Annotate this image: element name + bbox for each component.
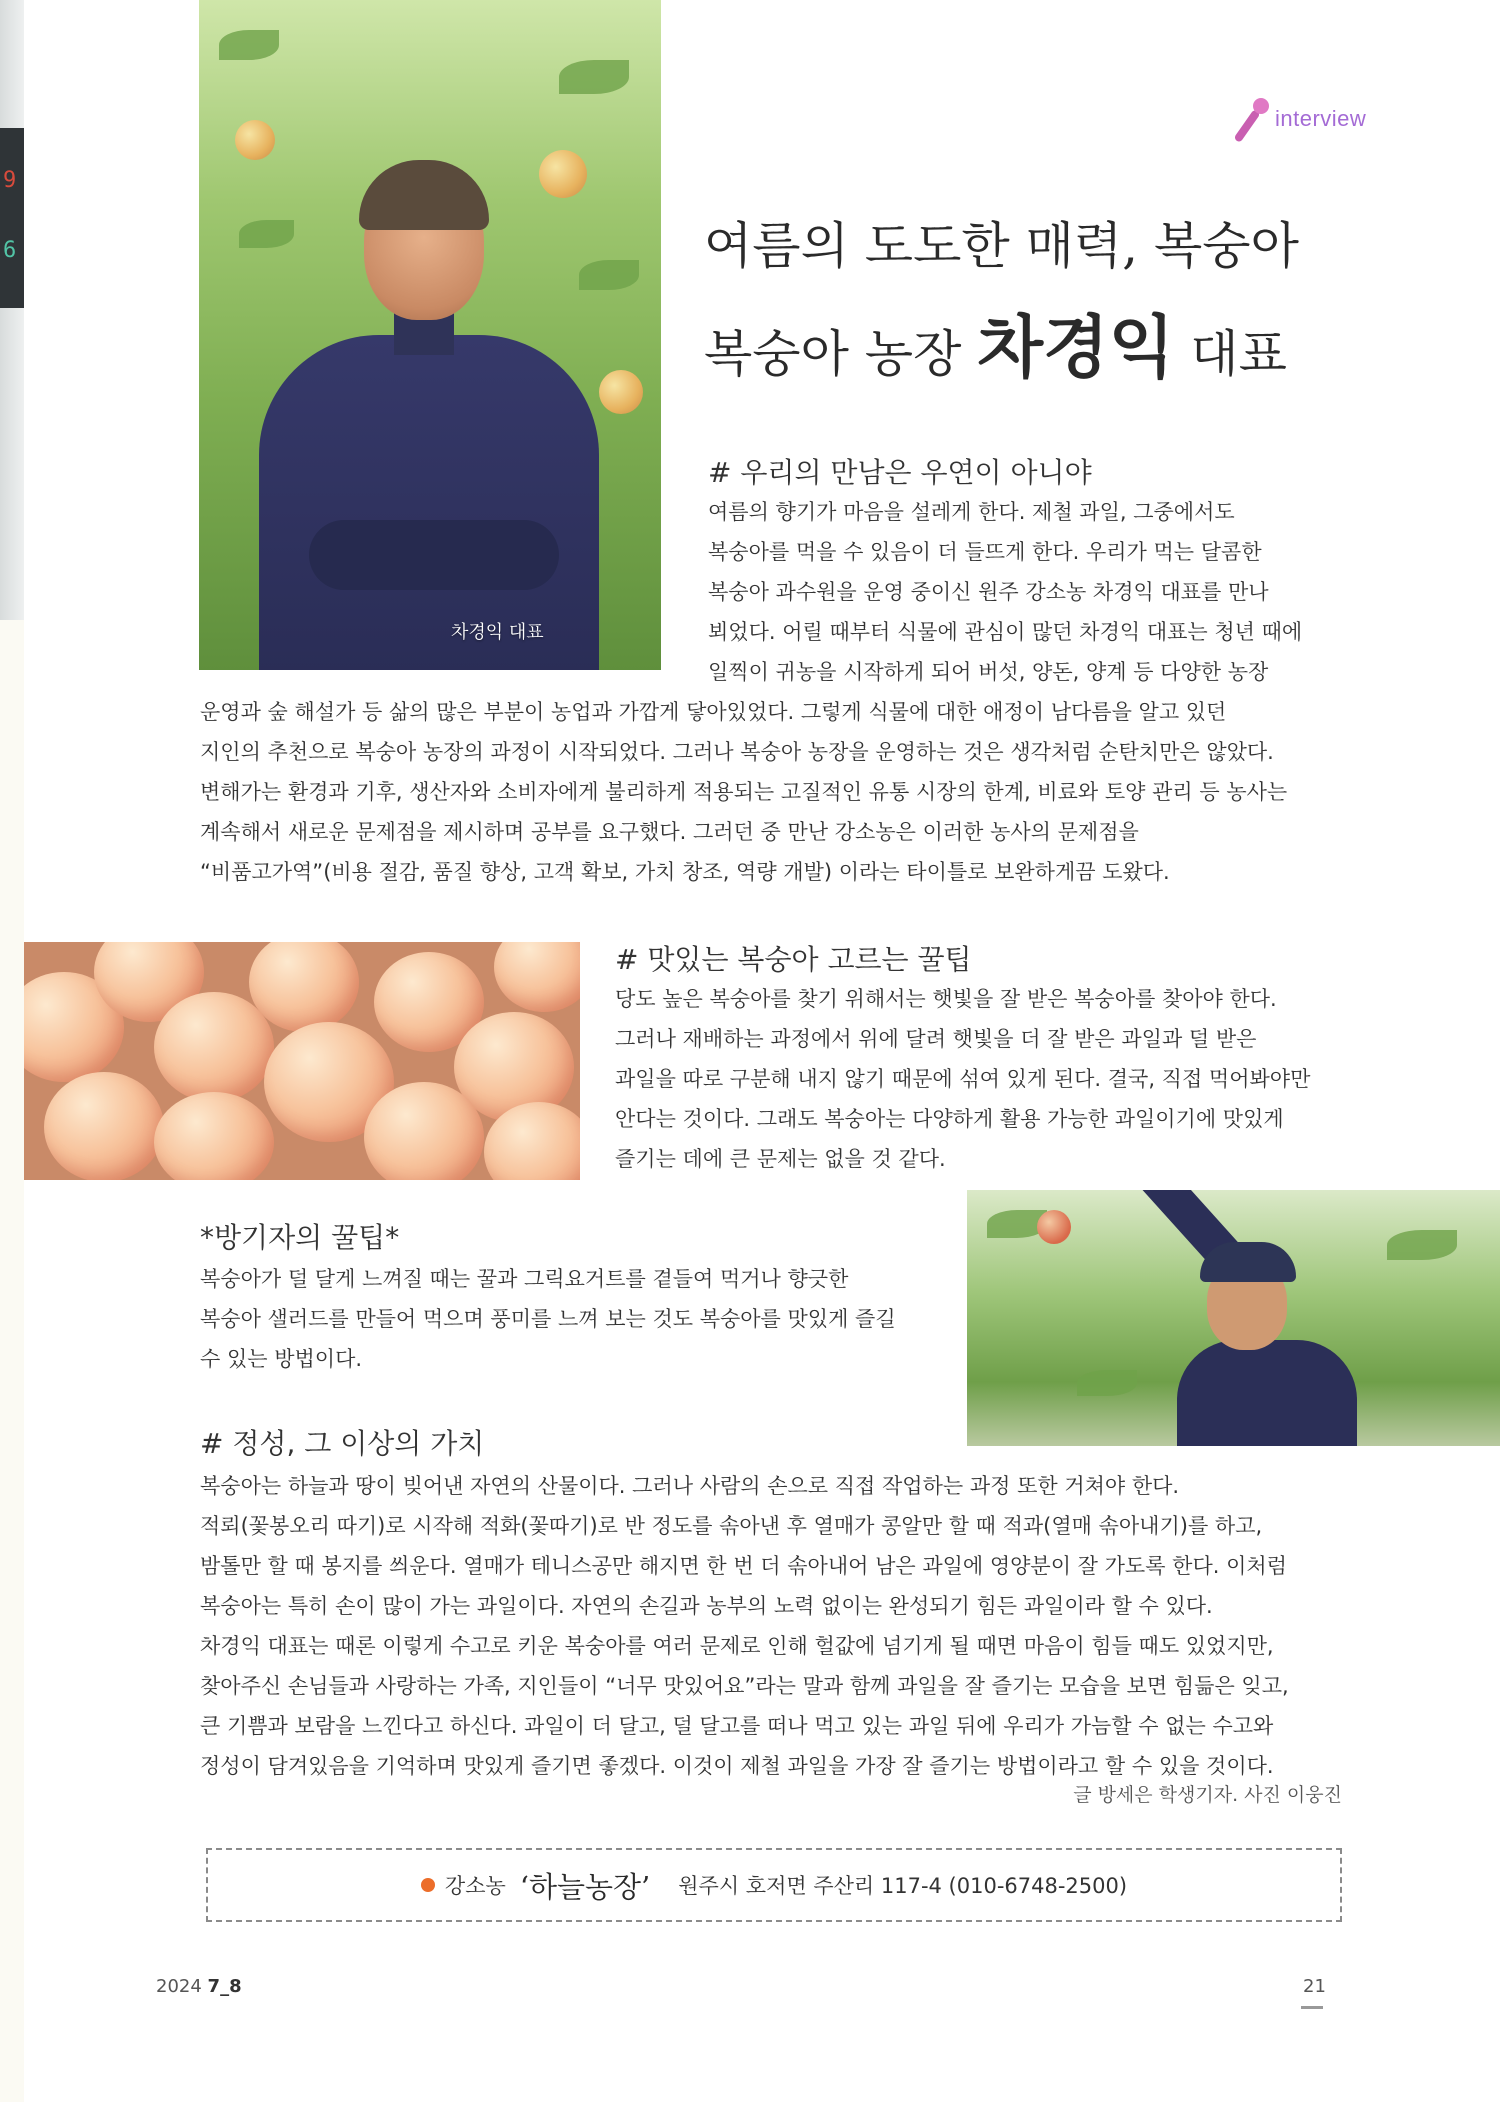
- paragraph-line: “비품고가역”(비용 절감, 품질 향상, 고객 확보, 가치 창조, 역량 개발) 이라는 타이틀로 보완하게끔 도왔다.: [200, 860, 1170, 884]
- paragraph-line: 계속해서 새로운 문제점을 제시하며 공부를 요구했다. 그러던 중 만난 강소농은 이러한 농사의 문제점을: [200, 820, 1139, 844]
- section1-narrow-text: [708, 492, 1302, 692]
- paragraph-line: 수 있는 방법이다.: [200, 1347, 363, 1371]
- section3-heading: # 정성, 그 이상의 가치: [200, 1427, 485, 1460]
- bullet-dot-icon: [421, 1878, 435, 1892]
- issue-number: 7_8: [207, 1976, 242, 1997]
- paragraph-line: 그러나 재배하는 과정에서 위에 달려 햇빛을 더 잘 받은 과일과 덜 받은: [615, 1027, 1257, 1051]
- portrait-photo: [199, 0, 661, 670]
- farm-address: 원주시 호저면 주산리 117-4 (010-6748-2500): [678, 1874, 1128, 1898]
- paragraph-line: 당도 높은 복숭아를 찾기 위해서는 햇빛을 잘 받은 복숭아를 찾아야 한다.: [615, 987, 1277, 1011]
- subtitle-prefix: 복숭아 농장: [704, 325, 962, 383]
- paragraph-line: 지인의 추천으로 복숭아 농장의 과정이 시작되었다. 그러나 복숭아 농장을 운영하는 것은 생각처럼 순탄치만은 않았다.: [200, 740, 1274, 764]
- page-number: 21: [1303, 1976, 1326, 1997]
- article-subtitle: [704, 294, 1287, 391]
- paragraph-line: 운영과 숲 해설가 등 삶의 많은 부분이 농업과 가깝게 닿아있었다. 그렇게 식물에 대한 애정이 남다름을 알고 있던: [200, 700, 1227, 724]
- left-edge-display: 9 6: [0, 128, 24, 308]
- left-page-edge-lower: [0, 620, 24, 2102]
- section2-heading: # 맛있는 복숭아 고르는 꿀팁: [615, 943, 972, 976]
- paragraph-line: 복숭아를 먹을 수 있음이 더 들뜨게 한다. 우리가 먹는 달콤한: [708, 540, 1262, 564]
- paragraph-line: 복숭아 샐러드를 만들어 먹으며 풍미를 느껴 보는 것도 복숭아를 맛있게 즐길: [200, 1307, 896, 1331]
- paragraph-line: 복숭아 과수원을 운영 중이신 원주 강소농 차경익 대표를 만나: [708, 580, 1269, 604]
- paragraph-line: 큰 기쁨과 보람을 느낀다고 하신다. 과일이 더 달고, 덜 달고를 떠나 먹고 있는 과일 뒤에 우리가 가늠할 수 없는 수고와: [200, 1714, 1274, 1738]
- paragraph-line: 정성이 담겨있음을 기억하며 맛있게 즐기면 좋겠다. 이것이 제철 과일을 가장 잘 즐기는 방법이라고 할 수 있을 것이다.: [200, 1754, 1274, 1778]
- farm-address-box: [206, 1848, 1342, 1922]
- section1-wide-text: [200, 692, 1287, 892]
- farm-name: ‘하늘농장’: [519, 1869, 651, 1904]
- paragraph-line: 밤톨만 할 때 봉지를 씌운다. 열매가 테니스공만 해지면 한 번 더 솎아내어 남은 과일에 영양분이 잘 가도록 한다. 이처럼: [200, 1554, 1287, 1578]
- portrait-caption: 차경익 대표: [451, 622, 544, 643]
- paragraph-line: 과일을 따로 구분해 내지 않기 때문에 섞여 있게 된다. 결국, 직접 먹어봐야만: [615, 1067, 1311, 1091]
- microphone-icon: [1237, 94, 1271, 144]
- paragraph-line: 여름의 향기가 마음을 설레게 한다. 제철 과일, 그중에서도: [708, 500, 1235, 524]
- paragraph-line: 뵈었다. 어릴 때부터 식물에 관심이 많던 차경익 대표는 청년 때에: [708, 620, 1303, 644]
- paragraph-line: 복숭아가 덜 달게 느껴질 때는 꿀과 그릭요거트를 곁들여 먹거나 향긋한: [200, 1267, 849, 1291]
- tip-heading: *방기자의 꿀팁*: [200, 1221, 400, 1254]
- paragraph-line: 차경익 대표는 때론 이렇게 수고로 키운 복숭아를 여러 문제로 인해 헐값에 넘기게 될 때면 마음이 힘들 때도 있었지만,: [200, 1634, 1274, 1658]
- section3-text: [200, 1466, 1289, 1786]
- interview-section-tag: [1237, 94, 1366, 144]
- interview-label: interview: [1275, 106, 1367, 131]
- paragraph-line: 변해가는 환경과 기후, 생산자와 소비자에게 불리하게 적용되는 고질적인 유통 시장의 한계, 비료와 토양 관리 등 농사는: [200, 780, 1288, 804]
- subtitle-suffix: 대표: [1190, 325, 1287, 383]
- issue-label: [156, 1976, 242, 1997]
- paragraph-line: 찾아주신 손님들과 사랑하는 가족, 지인들이 “너무 맛있어요”라는 말과 함께 과일을 잘 즐기는 모습을 보면 힘듦은 잊고,: [200, 1674, 1289, 1698]
- article-credit: 글 방세은 학생기자. 사진 이웅진: [1073, 1784, 1342, 1806]
- paragraph-line: 일찍이 귀농을 시작하게 되어 버섯, 양돈, 양계 등 다양한 농장: [708, 660, 1269, 684]
- left-page-edge: [0, 0, 24, 620]
- farmer-photo: [967, 1190, 1500, 1446]
- interviewee-name: 차경익: [977, 308, 1175, 388]
- paragraph-line: 복숭아는 특히 손이 많이 가는 과일이다. 자연의 손길과 농부의 노력 없이는 완성되기 힘든 과일이라 할 수 있다.: [200, 1594, 1213, 1618]
- section1-heading: # 우리의 만남은 우연이 아니야: [708, 456, 1092, 489]
- paragraph-line: 즐기는 데에 큰 문제는 없을 것 같다.: [615, 1147, 946, 1171]
- address-region: 강소농: [444, 1874, 506, 1898]
- article-title: 여름의 도도한 매력, 복숭아: [704, 217, 1299, 275]
- page-number-underline: [1301, 2006, 1323, 2009]
- issue-year: 2024: [156, 1976, 202, 1997]
- paragraph-line: 복숭아는 하늘과 땅이 빚어낸 자연의 산물이다. 그러나 사람의 손으로 직접 작업하는 과정 또한 거쳐야 한다.: [200, 1474, 1180, 1498]
- section2-text: [615, 979, 1310, 1179]
- peaches-photo: [24, 942, 580, 1180]
- tip-text: [200, 1259, 896, 1379]
- paragraph-line: 안다는 것이다. 그래도 복숭아는 다양하게 활용 가능한 과일이기에 맛있게: [615, 1107, 1284, 1131]
- paragraph-line: 적뢰(꽃봉오리 따기)로 시작해 적화(꽃따기)로 반 정도를 솎아낸 후 열매가 콩알만 할 때 적과(열매 솎아내기)를 하고,: [200, 1514, 1263, 1538]
